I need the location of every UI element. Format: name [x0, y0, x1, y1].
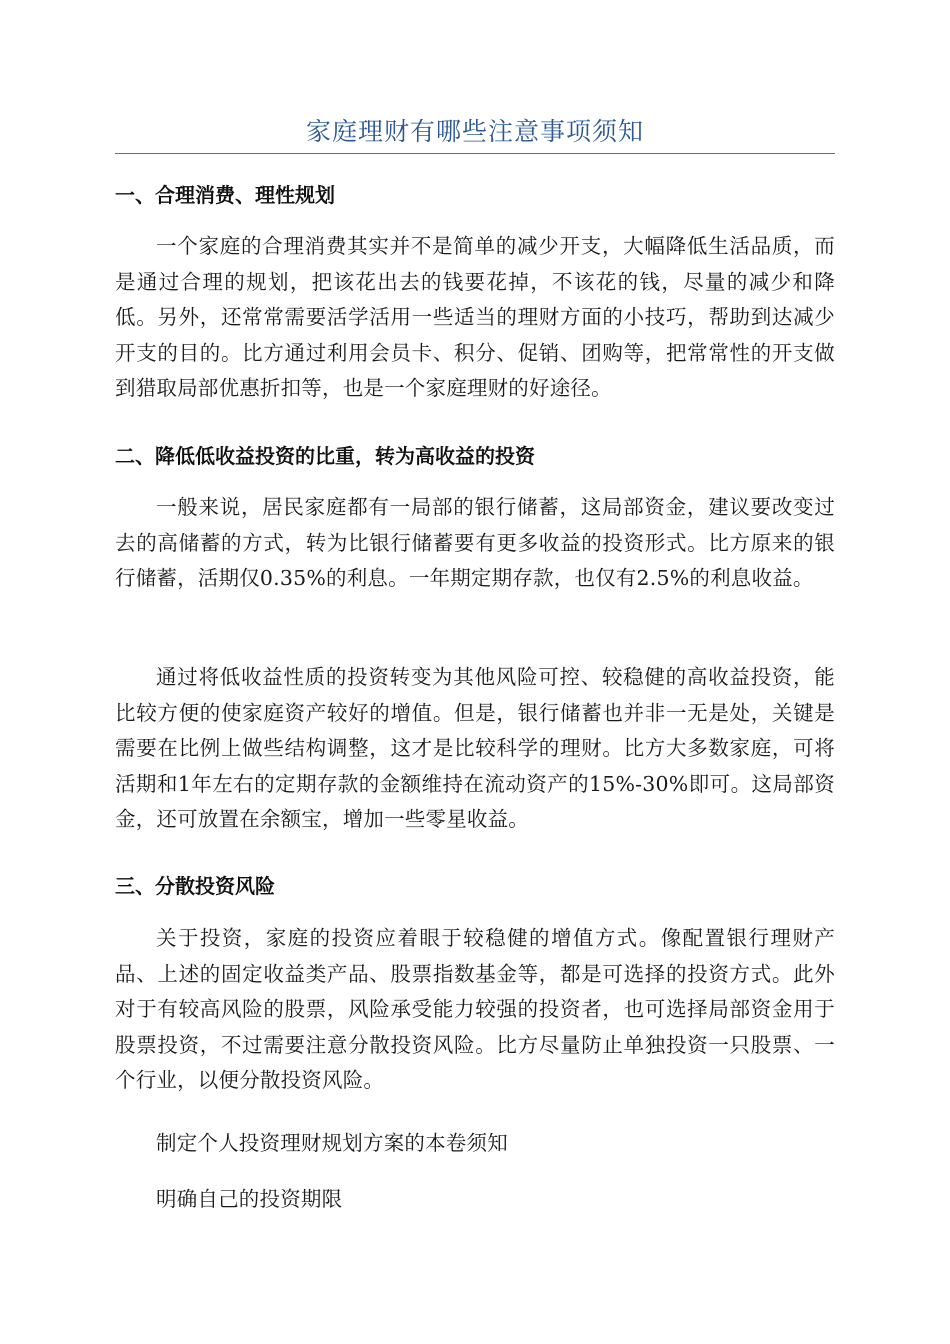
section-3-paragraph-1: 关于投资，家庭的投资应着眼于较稳健的增值方式。像配置银行理财产品、上述的固定收益类产品、股票指数基金等，都是可选择的投资方式。此外对于有较高风险的股票，风险承受能力较强的投资者，也可选择局部资金用于股票投资，不过需要注意分散投资风险。比方尽量防止单独投资一只股票、一个行业，以便分散投资风险。 — [115, 926, 835, 1093]
section-heading-1: 一、合理消费、理性规划 — [115, 183, 335, 207]
section-3-paragraph-3: 明确自己的投资期限 — [156, 1187, 343, 1211]
section-2-paragraph-2: 通过将低收益性质的投资转变为其他风险可控、较稳健的高收益投资，能比较方便的使家庭资产较好的增值。但是，银行储蓄也并非一无是处，关键是需要在比例上做些结构调整，这才是比较科学的理财。比方大多数家庭，可将活期和1年左右的定期存款的金额维持在流动资产的15%-30%即可。这局部资金，还可放置在余额宝，增加一些零星收益。 — [115, 665, 835, 832]
section-heading-3: 三、分散投资风险 — [115, 874, 275, 898]
section-2-paragraph-1: 一般来说，居民家庭都有一局部的银行储蓄，这局部资金，建议要改变过去的高储蓄的方式，转为比银行储蓄要有更多收益的投资形式。比方原来的银行储蓄，活期仅0.35%的利息。一年期定期存款，也仅有2.5%的利息收益。 — [115, 495, 835, 591]
section-3-paragraph-2: 制定个人投资理财规划方案的本卷须知 — [156, 1131, 508, 1155]
title-underline — [115, 153, 835, 154]
section-1-paragraph-1: 一个家庭的合理消费其实并不是简单的减少开支，大幅降低生活品质，而是通过合理的规划，把该花出去的钱要花掉，不该花的钱，尽量的减少和降低。另外，还常常需要活学活用一些适当的理财方面的小技巧，帮助到达减少开支的目的。比方通过利用会员卡、积分、促销、团购等，把常常性的开支做到猎取局部优惠折扣等，也是一个家庭理财的好途径。 — [115, 234, 835, 401]
page-title: 家庭理财有哪些注意事项须知 — [305, 117, 644, 146]
section-heading-2: 二、降低低收益投资的比重，转为高收益的投资 — [115, 444, 535, 468]
